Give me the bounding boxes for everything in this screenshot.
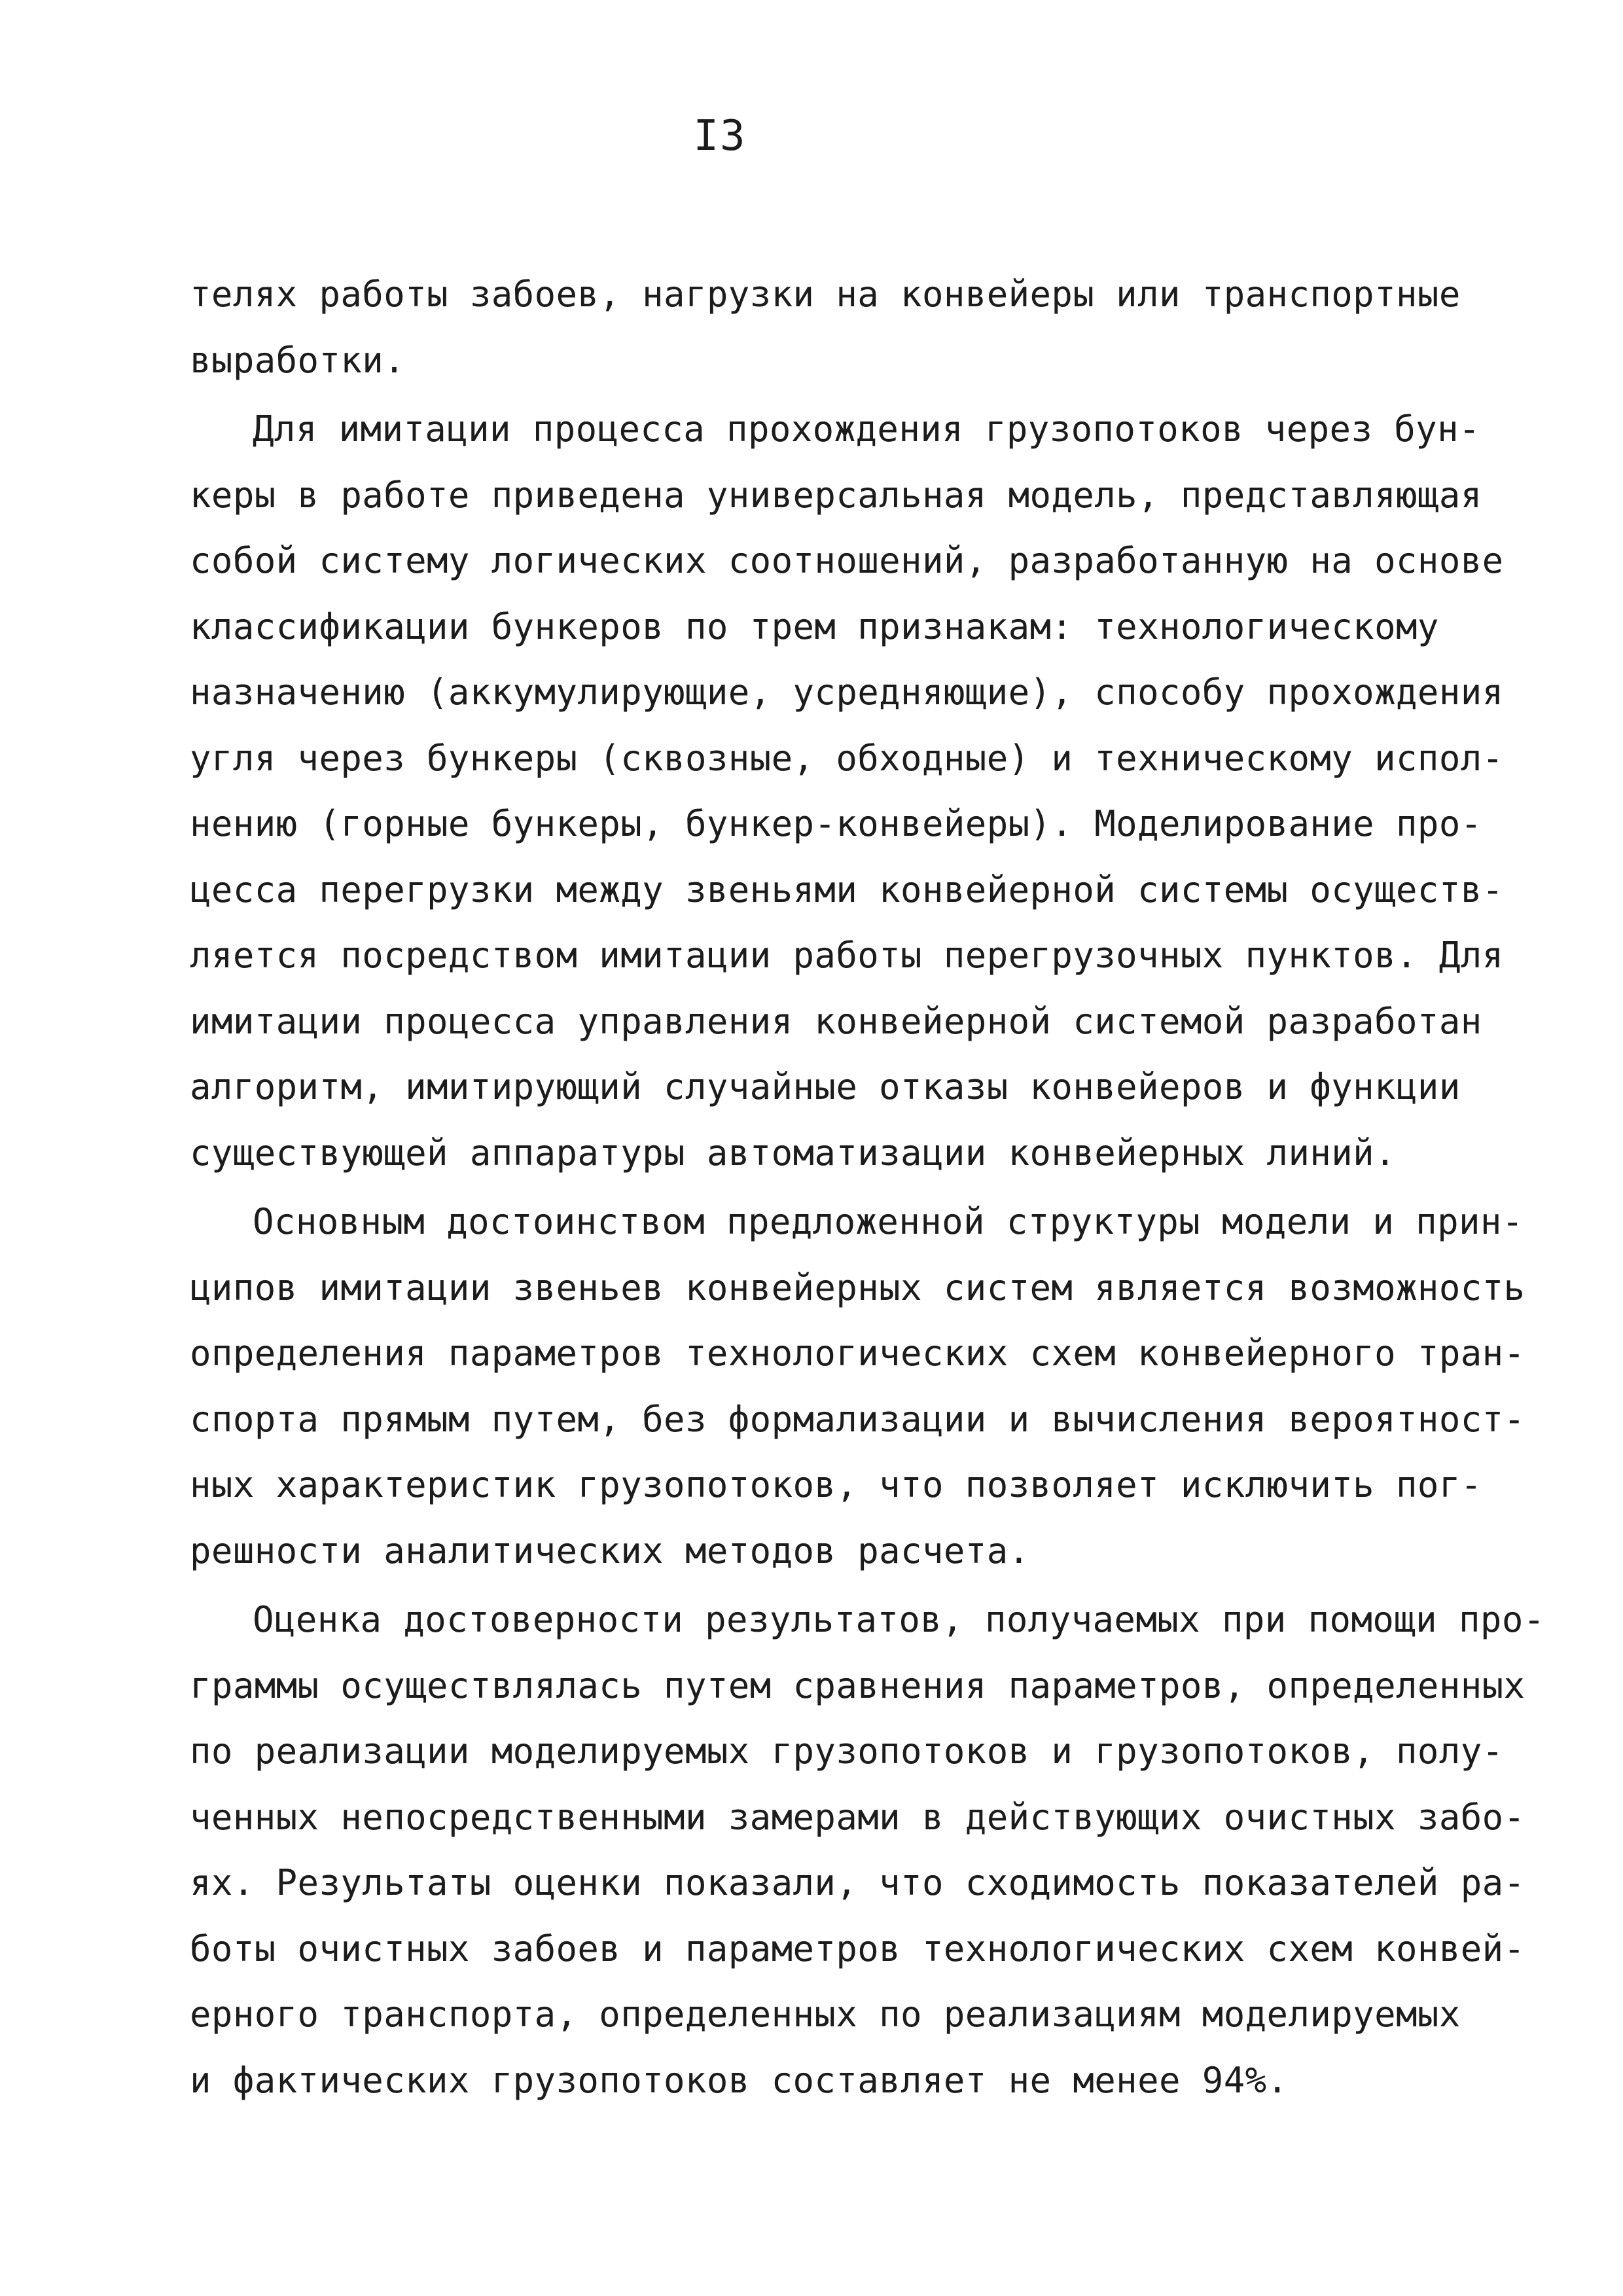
text-line: ных характеристик грузопотоков, что позволяет исключить пог- — [190, 1464, 1482, 1505]
text-line: ципов имитации звеньев конвейерных систем является возможность — [190, 1266, 1525, 1308]
text-line: решности аналитических методов расчета. — [190, 1530, 1030, 1571]
text-line: классификации бункеров по трем признакам: технологическому — [190, 605, 1439, 647]
text-line: по реализации моделируемых грузопотоков и грузопотоков, полу- — [190, 1731, 1504, 1772]
text-line: угля через бункеры (сквозные, обходные) и техническому испол- — [190, 737, 1504, 779]
text-line: и фактических грузопотоков составляет не менее 94%. — [190, 2059, 1289, 2101]
text-line: керы в работе приведена универсальная модель, представляющая — [190, 474, 1482, 516]
text-line: граммы осуществлялась путем сравнения параметров, определенных — [190, 1664, 1525, 1706]
text-line: телях работы забоев, нагрузки на конвейеры или транспортные — [190, 274, 1461, 315]
text-line: ях. Результаты оценки показали, что сходимость показателей ра- — [190, 1862, 1525, 1903]
text-line: имитации процесса управления конвейерной системой разработан — [190, 1000, 1482, 1042]
text-line: собой систему логических соотношений, разработанную на основе — [190, 540, 1504, 581]
text-line: боты очистных забоев и параметров технологических схем конвей- — [190, 1928, 1525, 1969]
text-line: алгоритм, имитирующий случайные отказы конвейеров и функции — [190, 1066, 1461, 1107]
text-line: нению (горные бункеры, бункер-конвейеры). Моделирование про- — [190, 803, 1482, 844]
text-line: Оценка достоверности результатов, получаемых при помощи про- — [253, 1599, 1545, 1640]
text-line: ченных непосредственными замерами в действующих очистных забо- — [190, 1796, 1525, 1838]
text-line: Основным достоинством предложенной структуры модели и прин- — [253, 1201, 1524, 1242]
text-line: цесса перегрузки между звеньями конвейерной системы осуществ- — [190, 869, 1504, 910]
text-line: спорта прямым путем, без формализации и вычисления вероятност- — [190, 1398, 1525, 1440]
body-text — [190, 262, 1545, 2113]
text-line: определения параметров технологических схем конвейерного тран- — [190, 1333, 1525, 1374]
text-line: ляется посредством имитации работы перегрузочных пунктов. Для — [190, 935, 1504, 976]
text-line: существующей аппаратуры автоматизации конвейерных линий. — [190, 1132, 1397, 1174]
text-line: назначению (аккумулирующие, усредняющие), способу прохождения — [190, 672, 1504, 713]
text-line: ерного транспорта, определенных по реализациям моделируемых — [190, 1994, 1461, 2035]
text-line: выработки. — [190, 339, 406, 381]
page-number: I3 — [693, 112, 747, 160]
text-line: Для имитации процесса прохождения грузопотоков через бун- — [253, 408, 1480, 450]
